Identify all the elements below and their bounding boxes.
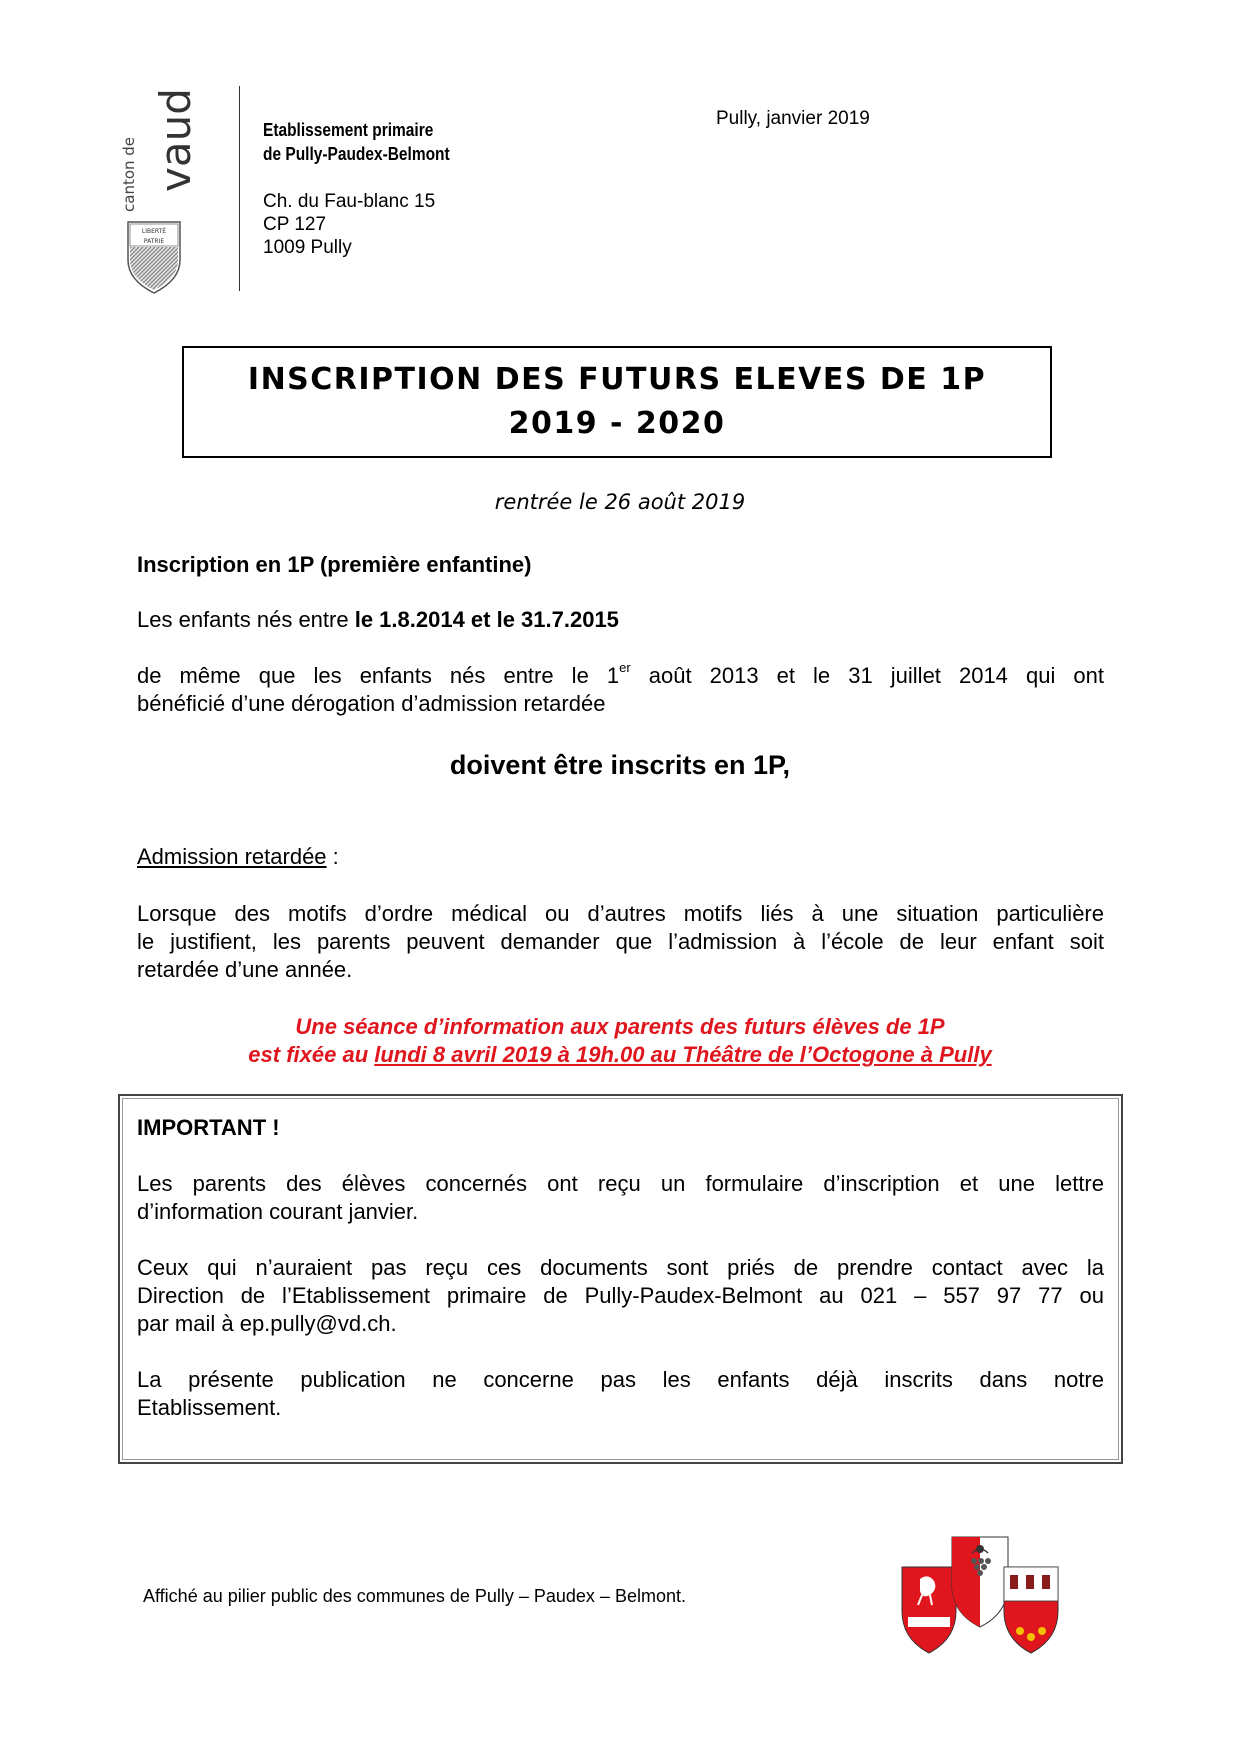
svg-text:canton de: canton de <box>120 136 138 212</box>
inscription-heading: Inscription en 1P (première enfantine) <box>137 552 532 577</box>
commune-crests <box>900 1535 1060 1657</box>
org-name-line2: de Pully-Paudex-Belmont <box>263 144 450 164</box>
admission-line3: retardée d’une année. <box>137 957 353 982</box>
document-date: Pully, janvier 2019 <box>716 108 870 129</box>
svg-text:vaud: vaud <box>151 88 200 192</box>
born-prefix: Les enfants nés entre <box>137 607 355 632</box>
admission-colon: : <box>326 844 339 869</box>
admission-line2: le justifient, les parents peuvent demander que l’admission à l’école de leur enfant soit <box>137 929 1104 954</box>
info-session-prefix: est fixée au <box>248 1042 375 1067</box>
paudex-crest-icon <box>952 1537 1008 1627</box>
title-line1: INSCRIPTION DES FUTURS ELEVES DE 1P <box>247 362 987 397</box>
born-dates <box>137 606 1104 634</box>
important-p1-line1: Les parents des élèves concernés ont reçu un formulaire d’inscription et une lettre <box>137 1171 1104 1196</box>
belmont-crest-icon <box>1004 1567 1058 1653</box>
header-divider <box>239 86 240 291</box>
footer-note: Affiché au pilier public des communes de Pully – Paudex – Belmont. <box>143 1586 686 1606</box>
important-title: IMPORTANT ! <box>137 1115 280 1140</box>
derogation-sup: er <box>619 659 631 675</box>
address-cp: CP 127 <box>263 214 327 235</box>
derogation-line2: bénéficié d’une dérogation d’admission retardée <box>137 691 606 716</box>
admission-label: Admission retardée <box>137 844 327 869</box>
title-box <box>182 346 1052 458</box>
important-p2-line1: Ceux qui n’auraient pas reçu ces documents sont priés de prendre contact avec la <box>137 1255 1104 1280</box>
must-register-heading: doivent être inscrits en 1P, <box>449 750 791 780</box>
org-name-line1: Etablissement primaire <box>263 120 434 140</box>
important-p3-line1: La présente publication ne concerne pas les enfants déjà inscrits dans notre <box>137 1367 1104 1392</box>
important-p2-line3: par mail à ep.pully@vd.ch. <box>137 1311 397 1336</box>
admission-label-line <box>137 843 1104 871</box>
canton-de-vaud-logo <box>120 80 200 295</box>
info-session-details: lundi 8 avril 2019 à 19h.00 au Théâtre de l’Octogone à Pully <box>374 1042 992 1067</box>
born-range: le 1.8.2014 et le 31.7.2015 <box>354 607 619 632</box>
svg-text:PATRIE: PATRIE <box>143 238 165 245</box>
address-city: 1009 Pully <box>263 237 352 258</box>
info-session-line2 <box>0 1042 1240 1068</box>
important-p3-line2: Etablissement. <box>137 1395 282 1420</box>
pully-crest-icon <box>902 1567 956 1653</box>
svg-text:LIBERTÉ: LIBERTÉ <box>141 228 167 235</box>
title-line2: 2019 - 2020 <box>508 406 726 441</box>
address-street: Ch. du Fau-blanc 15 <box>263 191 436 212</box>
derogation-part1: de même que les enfants nés entre le 1 <box>137 663 620 688</box>
important-p1-line2: d’information courant janvier. <box>137 1199 419 1224</box>
info-session-line1: Une séance d’information aux parents des futurs élèves de 1P <box>295 1014 945 1039</box>
admission-line1: Lorsque des motifs d’ordre médical ou d’autres motifs liés à une situation particulière <box>137 901 1104 926</box>
important-p2-line2: Direction de l’Etablissement primaire de Pully-Paudex-Belmont au 021 – 557 97 77 ou <box>137 1283 1104 1308</box>
rentree-date: rentrée le 26 août 2019 <box>494 490 746 514</box>
derogation-part2: août 2013 et le 31 juillet 2014 qui ont <box>630 663 1104 688</box>
derogation-line1 <box>137 659 1104 690</box>
